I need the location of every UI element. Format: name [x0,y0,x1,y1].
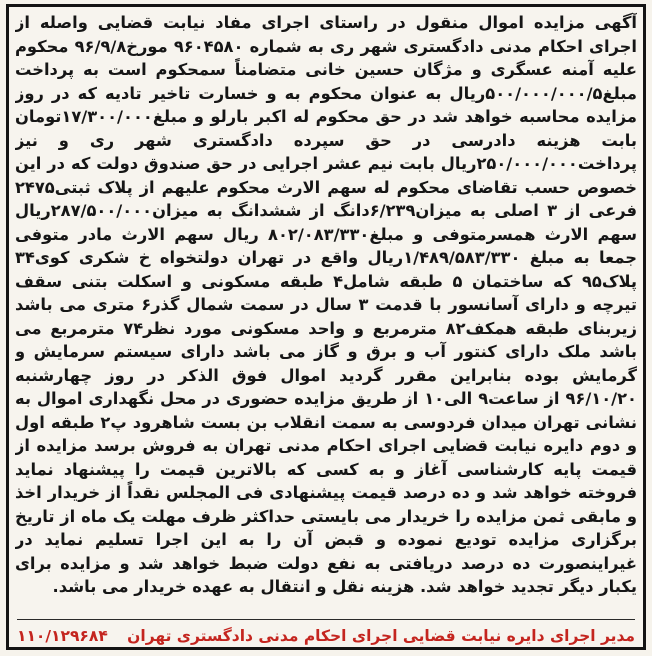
notice-border-frame [6,4,646,650]
signature-line: مدیر اجرای دایره نیابت قضایی اجرای احکام مدنی دادگستری تهران [127,627,635,645]
footer-divider [17,619,635,620]
notice-footer [17,623,635,649]
notice-body-text: آگهی مزایده اموال منقول در راستای اجرای مفاد نیابت قضایی واصله از اجرای احکام مدنی دادگستری شهر ری به شماره ۹۶۰۴۵۸۰ مورخ۹۶/۹/۸ محکوم علیه آمنه عسگری و مژگان حسین خانی متضامناً سمحکوم است به پرداخت مبلغ۵۰۰/۰۰۰/۰۰۰/۵ریال به عنوان محکوم به و خسارت تاخیر تادیه که در روز مزایده محاسبه خواهد شد در حق محکوم له اکبر بارلو و مبلغ۱۷/۳۰۰/۰۰۰تومان بابت هزینه دادرسی در حق سپرده دادگستری شهر ری و نیز پرداخت۲۵۰/۰۰۰/۰۰۰ریال بابت نیم عشر اجرایی در حق صندوق دولت که در این خصوص حسب تقاضای محکوم له سهم الارث محکوم علیهم از پلاک ثبتی۲۴۷۵ فرعی از ۳ اصلی به میزان۶/۲۳۹دانگ از ششدانگ به میزان۲۸۷/۵۰۰/۰۰۰ریال سهم الارث همسرمتوفی و مبلغ۸۰۲/۰۸۳/۳۳۰ ریال سهم الارث مادر متوفی جمعا به مبلغ ۱/۴۸۹/۵۸۳/۳۳۰ریال واقع در تهران دولتخواه خ شکری کوی۳۴ پلاک۹۵ که ساختمان ۵ طبقه شامل۴ طبقه مسکونی و اسکلت بتنی سقف تیرچه و دارای آسانسور با قدمت ۳ سال در سمت شمال گذر۶ متری می باشد زیربنای طبقه همکف۸۲ مترمربع و واحد مسکونی مورد نظر۷۴ مترمربع می باشد ملک دارای کنتور آب و برق و گاز می باشد دارای سیستم سرمایش و گرمایش بوده بنابراین مقرر گردید اموال فوق الذکر در روز چهارشنبه ۹۶/۱۰/۲۰ از ساعت۹ الی۱۰ از طریق مزایده حضوری در محل نگهداری اموال به نشانی تهران میدان فردوسی به سمت انقلاب بن بست شاهرود پ۲ طبقه اول و دوم دایره نیابت قضایی اجرای احکام مدنی تهران به فروش برسد مزایده از قیمت پایه کارشناسی آغاز و به کسی که بالاترین قیمت را پیشنهاد نماید فروخته خواهد شد و ده درصد قیمت پیشنهادی فی المجلس نقداً از خریدار اخذ و مابقی ثمن مزایده را خریدار می بایستی حداکثر ظرف مهلت یک ماه از تاریخ برگزاری مزایده تودیع نموده و قبض آن را به این اجرا تسلیم نماید در غیراینصورت ده درصد دریافتی به نفع دولت ضبط خواهد شد و مزایده برای یکبار دیگر تجدید خواهد شد. هزینه نقل و انتقال به عهده خریدار می باشد. [15,13,637,596]
reference-number: ۱۱۰/۱۲۹۶۸۴ [17,627,108,645]
